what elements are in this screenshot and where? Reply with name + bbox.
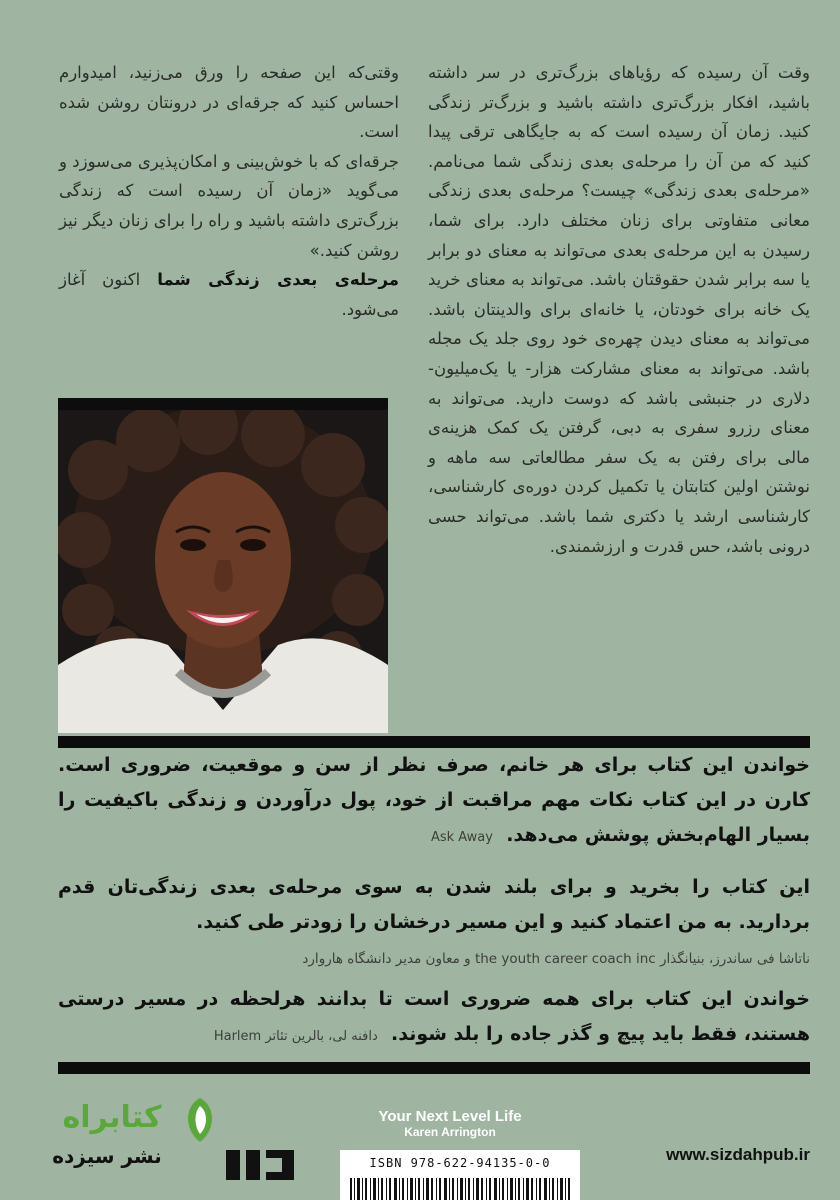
next-level-life-phrase: مرحله‌ی بعدی زندگی شما [157,270,399,290]
ketabrah-logo [42,1092,212,1192]
isbn-number: ISBN 978-622-94135-0-0 [369,1156,551,1170]
endorsement-3-attribution: دافنه لی، بالرین تئاتر Harlem [213,1029,378,1044]
back-cover-text-column-left [59,58,399,324]
ketabrah-logo-text: کتابراه [62,1100,162,1135]
endorsement-2-credit: ناتاشا فی ساندرز، بنیانگذار the youth career coach inc و معاون مدیر دانشگاه هاروارد [302,951,810,967]
author-portrait-illustration [58,410,388,733]
endorsement-1-text: خواندن این کتاب برای هر خانم، صرف نظر از سن و موقعیت، ضروری است. کارن در این کتاب نکات مهم مراقبت از خود، پول درآوردن و زندگی باکیفیت را بسیار الهام‌بخش پوشش می‌دهد. [58,754,810,846]
divider-rule-bottom [58,1062,810,1074]
left-paragraph-2: جرقه‌ای که با خوش‌بینی و امکان‌پذیری می‌سوزد و می‌گوید «زمان آن رسیده است که زندگی بزرگ‌تری داشته باشید و راه را برای زنان دیگر نیز روشن کنید.» [59,151,399,260]
left-paragraph-3 [59,265,399,324]
endorsement-3-text: خواندن این کتاب برای همه ضروری است تا بدانند هرلحظه در مسیر درستی هستند، فقط باید پیچ و گذر جاده را بلد شوند. [58,988,810,1045]
endorsement-1-attribution: Ask Away [430,830,493,845]
endorsement-3 [58,982,810,1054]
book-author: Karen Arrington [404,1125,496,1139]
back-cover-text-column-right [428,58,810,561]
book-title-block [360,1108,540,1139]
endorsement-2 [58,870,810,940]
endorsement-2-text: این کتاب را بخرید و برای بلند شدن به سوی مرحله‌ی بعدی زندگی‌تان قدم بردارید. به من اعتماد کنید و این مسیر درخشان را زودتر طی کنید. [58,876,810,933]
divider-rule-top [58,736,810,748]
intro-paragraph: وقت آن رسیده که رؤیاهای بزرگ‌تری در سر داشته باشید، افکار بزرگ‌تری داشته باشید و بزرگ‌تر زندگی کنید. زمان آن رسیده است که به جایگاهی ترقی پیدا کنید که من آن را مرحله‌ی بعدی زندگی شما می‌نامم. «مرحله‌ی بعدی زندگی» چیست؟ مرحله‌ی بعدی زندگی معانی متفاوتی برای زنان مختلف دارد. برای شما، رسیدن به این مرحله‌ی بعدی می‌تواند به معنای دو برابر یا سه برابر شدن حقوقتان باشد. می‌تواند به معنای خرید یک خانه برای خودتان، یا خانه‌ای برای والدینتان باشد. می‌تواند به معنای دیدن چهره‌ی خود روی جلد یک مجله باشد. می‌تواند به معنای مشارکت هزار- یا یک‌میلیون- دلاری در جنبشی باشد که دوست دارید. می‌تواند به معنای رزرو سفری به دبی، گرفتن یک کمک هزینه‌ی مالی برای رفتن به یک سفر مطالعاتی سه ماهه و نوشتن اولین کتابتان یا تکمیل کردن دوره‌ی کارشناسی، کارشناسی ارشد یا دکتری شما باشد. می‌تواند حسی درونی باشد، حس قدرت و ارزشمندی. [428,63,810,556]
sizdah-publisher-mark [226,1150,294,1180]
book-title: Your Next Level Life [378,1108,522,1125]
isbn-barcode [340,1150,580,1200]
publisher-website[interactable]: www.sizdahpub.ir [666,1145,810,1164]
begins-now-text: اکنون آغاز می‌شود. [59,270,399,319]
endorsement-1 [58,748,810,855]
barcode-bars [348,1178,572,1200]
author-portrait [58,398,388,733]
leaf-icon [182,1096,218,1144]
publisher-name: نشر سیزده [52,1144,162,1168]
left-paragraph-1: وقتی‌که این صفحه را ورق می‌زنید، امیدوارم احساس کنید که جرقه‌ای در درونتان روشن شده است. [59,63,399,142]
